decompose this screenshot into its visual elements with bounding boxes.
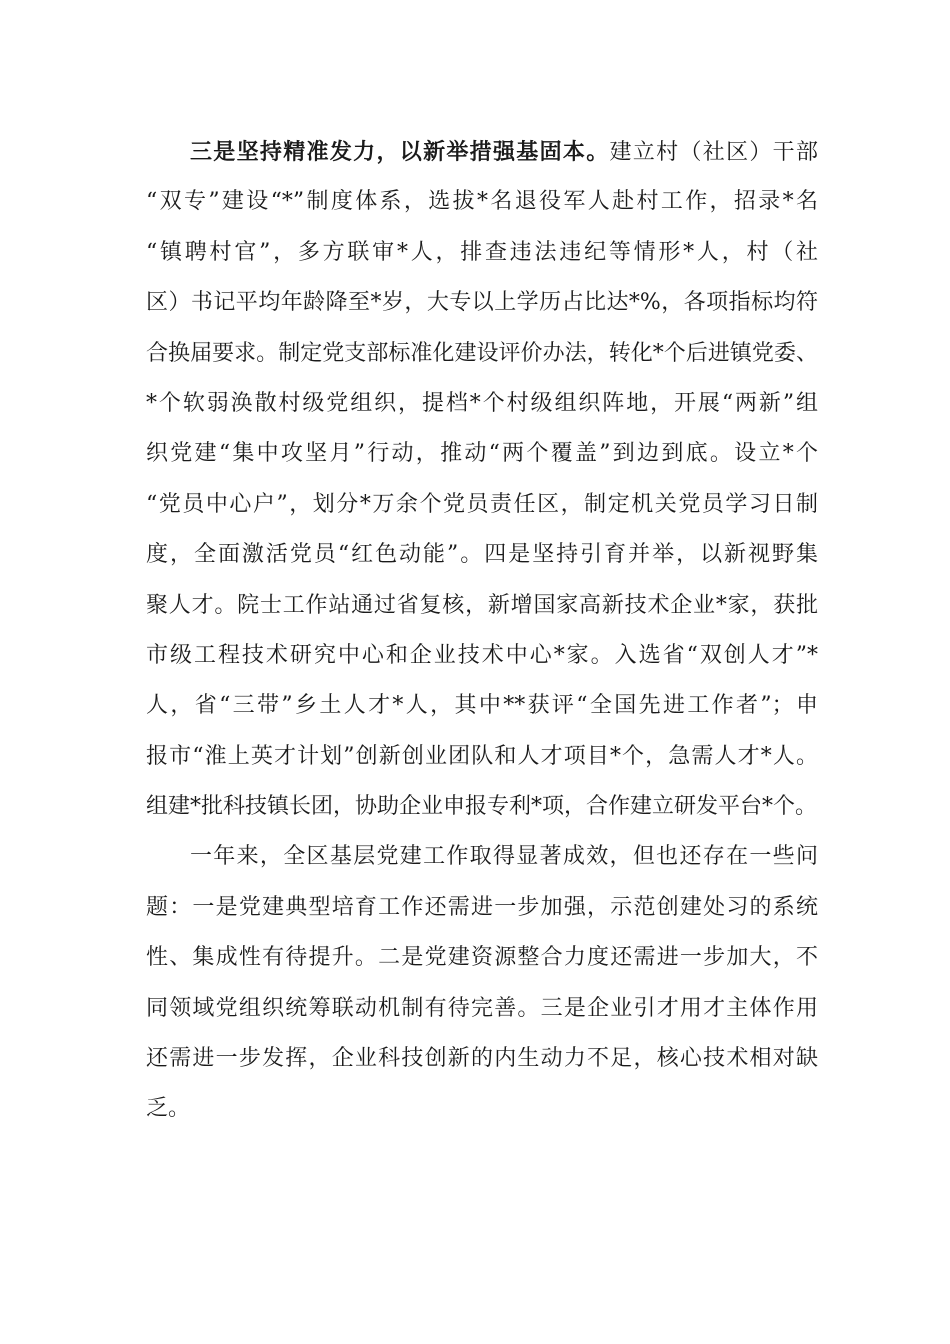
paragraph-line-text: 建立村（社区）干部 [609, 140, 818, 165]
paragraph-line: 题：一是党建典型培育工作还需进一步加强，示范创建处习的系统 [146, 894, 818, 920]
document-body [146, 132, 818, 1140]
paragraph-line: 合换届要求。制定党支部标准化建设评价办法，转化*个后进镇党委、 [146, 340, 818, 366]
paragraph-1 [146, 132, 818, 837]
paragraph-lead-bold: 三是坚持精准发力，以新举措强基固本。 [190, 139, 610, 165]
paragraph-line: 织党建“集中攻坚月”行动，推动“两个覆盖”到边到底。设立*个 [146, 441, 818, 467]
paragraph-line [146, 132, 818, 182]
paragraph-line: 聚人才。院士工作站通过省复核，新增国家高新技术企业*家，获批 [146, 592, 818, 618]
paragraph-line: *个软弱涣散村级党组织，提档*个村级组织阵地，开展“两新”组 [146, 390, 818, 416]
paragraph-line: “党员中心户”，划分*万余个党员责任区，制定机关党员学习日制 [146, 491, 818, 517]
paragraph-line: 报市“淮上英才计划”创新创业团队和人才项目*个，急需人才*人。 [146, 743, 818, 769]
paragraph-line: 区）书记平均年龄降至*岁，大专以上学历占比达*%，各项指标均符 [146, 290, 818, 316]
paragraph-line: 乏。 [146, 1096, 191, 1122]
paragraph-line: 同领域党组织统筹联动机制有待完善。三是企业引才用才主体作用 [146, 995, 818, 1021]
paragraph-line: 还需进一步发挥，企业科技创新的内生动力不足，核心技术相对缺 [146, 1046, 818, 1072]
paragraph-line: 组建*批科技镇长团，协助企业申报专利*项，合作建立研发平台*个。 [146, 794, 818, 820]
paragraph-line: “双专”建设“*”制度体系，选拔*名退役军人赴村工作，招录*名 [146, 189, 818, 215]
paragraph-2 [146, 837, 818, 1139]
paragraph-line: 市级工程技术研究中心和企业技术中心*家。入选省“双创人才”* [146, 642, 818, 668]
paragraph-line: 人，省“三带”乡土人才*人，其中**获评“全国先进工作者”；申 [146, 693, 818, 719]
paragraph-line: “镇聘村官”，多方联审*人，排查违法违纪等情形*人，村（社 [146, 239, 818, 265]
paragraph-line: 度，全面激活党员“红色动能”。四是坚持引育并举，以新视野集 [146, 542, 818, 568]
paragraph-line: 性、集成性有待提升。二是党建资源整合力度还需进一步加大，不 [146, 945, 818, 971]
paragraph-line: 一年来，全区基层党建工作取得显著成效，但也还存在一些问 [190, 844, 818, 870]
